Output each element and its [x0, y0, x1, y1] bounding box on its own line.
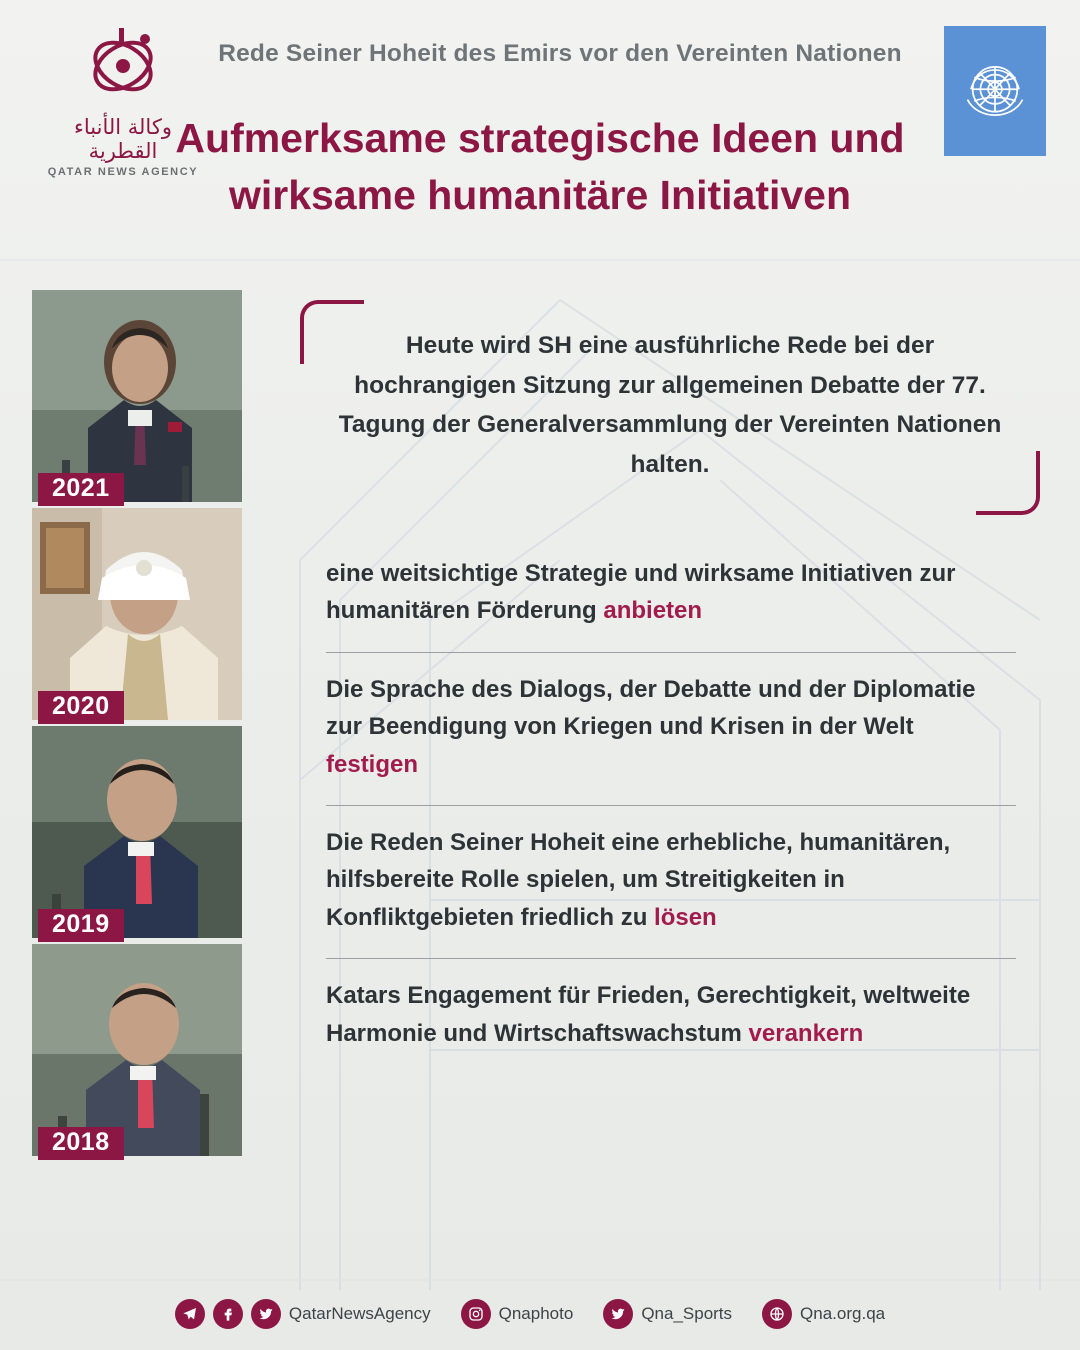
photo-year-label: 2021 — [38, 473, 124, 506]
point-text-1: eine weitsichtige Strategie und wirksame Initiativen zur humanitären Förderung — [326, 559, 956, 625]
photo-year-label: 2018 — [38, 1127, 124, 1160]
twitter-icon[interactable] — [251, 1299, 281, 1329]
twitter-icon[interactable] — [603, 1299, 633, 1329]
lead-quote-box — [300, 300, 1040, 515]
point-text-3: Die Reden Seiner Hoheit eine erhebliche, humanitären, hilfsbereite Rolle spielen, um Streitigkeiten in Konfliktgebieten friedlich zu — [326, 828, 951, 931]
divider — [326, 652, 1016, 653]
lead-quote-text: Heute wird SH eine ausführliche Rede bei der hochrangigen Sitzung zur allgemeinen Debatte der 77. Tagung der Generalversammlung der Vereinten Nationen halten. — [338, 332, 1002, 479]
logo-arabic-text: وكالة الأنباء القطرية — [74, 115, 172, 163]
point-highlight-2: festigen — [326, 750, 419, 778]
point-highlight-3: lösen — [654, 903, 717, 931]
point-item-1 — [300, 541, 1040, 648]
photo-2019 — [32, 726, 242, 938]
photo-year-label: 2020 — [38, 691, 124, 724]
social-label-qnasports: Qna_Sports — [641, 1304, 733, 1323]
photo-item — [32, 508, 242, 720]
social-label-qatarnewsagency: QatarNewsAgency — [288, 1304, 431, 1323]
photo-2018 — [32, 944, 242, 1156]
photo-2021 — [32, 290, 242, 502]
social-group-website — [762, 1299, 885, 1329]
facebook-icon[interactable] — [213, 1299, 243, 1329]
photo-item — [32, 944, 242, 1156]
qna-logo-mark — [75, 26, 171, 106]
photo-timeline — [32, 290, 242, 1162]
social-group-qnasports — [603, 1299, 732, 1329]
content-column — [300, 300, 1040, 1070]
logo-english-text: QATAR NEWS AGENCY — [47, 166, 199, 178]
point-highlight-4: verankern — [748, 1019, 864, 1047]
header-kicker: Rede Seiner Hoheit des Emirs vor den Vereinten Nationen — [218, 40, 902, 67]
un-emblem-icon — [952, 48, 1038, 134]
social-label-qnaphoto: Qnaphoto — [498, 1304, 574, 1323]
divider — [326, 805, 1016, 806]
photo-year-label: 2019 — [38, 909, 124, 942]
point-item-4 — [300, 963, 1040, 1070]
social-label-website: Qna.org.qa — [800, 1304, 886, 1323]
point-item-3 — [300, 810, 1040, 954]
footer-social-bar — [0, 1278, 1080, 1350]
photo-2020 — [32, 508, 242, 720]
point-text-2: Die Sprache des Dialogs, der Debatte und der Diplomatie zur Beendigung von Kriegen und Krisen in der Welt — [326, 675, 976, 741]
instagram-icon[interactable] — [461, 1299, 491, 1329]
social-group-qnaphoto — [461, 1299, 574, 1329]
globe-icon[interactable] — [762, 1299, 792, 1329]
point-item-2 — [300, 657, 1040, 801]
divider — [326, 958, 1016, 959]
header — [0, 0, 1080, 240]
social-group-qatarnewsagency — [175, 1299, 431, 1329]
point-highlight-1: anbieten — [603, 597, 703, 625]
photo-item — [32, 290, 242, 502]
united-nations-flag — [944, 26, 1046, 156]
page-title: Aufmerksame strategische Ideen und wirksame humanitäre Initiativen — [175, 115, 905, 218]
point-text-4: Katars Engagement für Frieden, Gerechtigkeit, weltweite Harmonie und Wirtschaftswachstum — [326, 982, 971, 1047]
telegram-icon[interactable] — [175, 1299, 205, 1329]
photo-item — [32, 726, 242, 938]
